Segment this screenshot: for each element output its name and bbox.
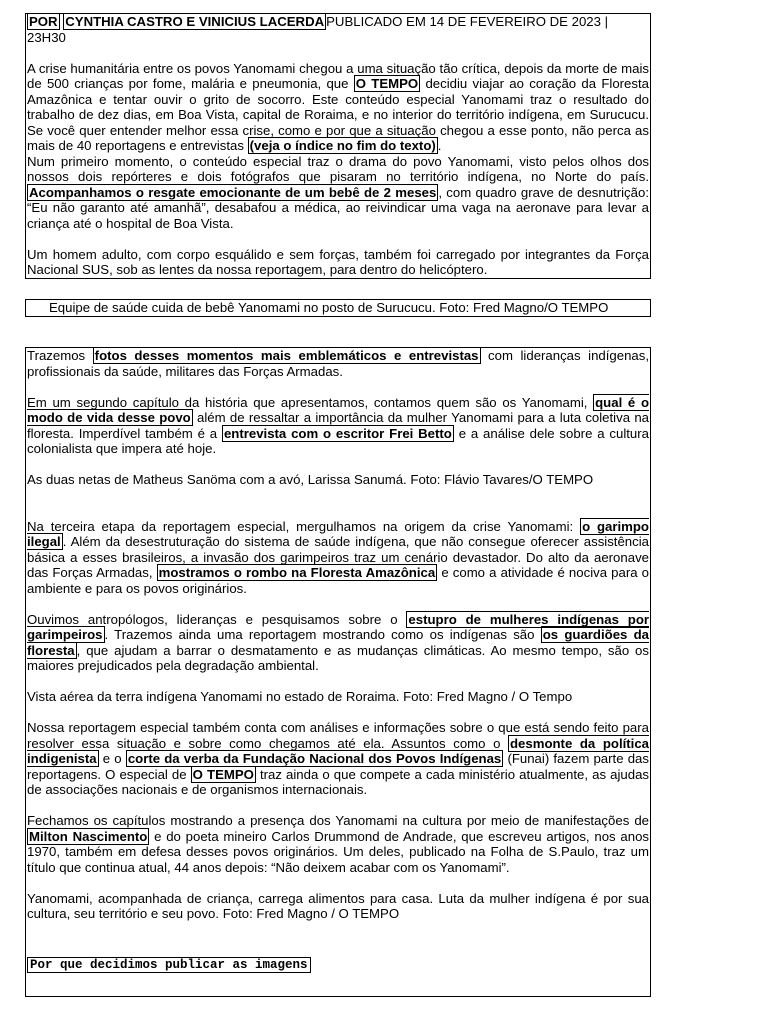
intro-paragraph-2: Num primeiro momento, o conteúdo especial traz o drama do povo Yanomami, visto pelos olhos dos nossos dois repórteres e dois fotógrafos que pisaram no território indígena, no Norte do país. Acompanhamos o resgate emocionante de um bebê de 2 meses , com quadro grave de desnutrição: “Eu não garanto até amanhã”, desabafou a médica, ao reivindicar uma vaga na aeronave para levar a criança até o hospital de Boa Vista. [27,153,649,231]
link-amazon-gap[interactable]: mostramos o rombo na Floresta Amazônica [158,565,436,580]
subheading-why-publish-images[interactable]: Por que decidimos publicar as imagens [27,957,311,973]
intro-paragraph-1: A crise humanitária entre os povos Yanomami chegou a uma situação tão crítica, depois da morte de mais de 500 crianças por fome, malária e pneumonia, que O TEMPO decidiu viajar ao coração da Floresta Amazônica e tentar ouvir o grito de socorro. Este conteúdo especial Yanomami traz o resultado do trabalho de dez dias, em Boa Vista, capital de Roraima, e no interior do território indígena, em Surucucu. Se você quer entender melhor essa crise, como e por que a situação chegou a esse ponto, não perca as mais de 40 reportagens e entrevistas (veja o índice no fim do texto) . [27,60,649,153]
intro-paragraph-3: Um homem adulto, com corpo esquálido e sem forças, também foi carregado por integrantes da Força Nacional SUS, sob as lentes da nossa reportagem, para dentro do helicóptero. [27,246,649,277]
subheading-container [27,956,649,974]
main-paragraph-1: Trazemos fotos desses momentos mais emblemáticos e entrevistas com lideranças indígenas, profissionais da saúde, militares das Forças Armadas. [27,348,650,379]
intro-block [25,13,651,279]
link-index[interactable]: (veja o índice no fim do texto) [249,138,436,153]
link-o-tempo[interactable]: O TEMPO [355,76,419,91]
main-paragraph-6: Fechamos os capítulos mostrando a presença dos Yanomami na cultura por meio de manifestações de Milton Nascimento e do poeta mineiro Carlos Drummond de Andrade, que escreveu artigos, nos anos 1970, também em defesa desses povos originários. Um deles, publicado na Folha de S.Paulo, traz um título que continua atual, 44 anos depois: “Não deixem acabar com os Yanomami”. [27,813,649,875]
photo-caption-3: Vista aérea da terra indígena Yanomami no estado de Roraima. Foto: Fred Magno / O Tempo [27,689,573,704]
photo-caption-4: Yanomami, acompanhada de criança, carrega alimentos para casa. Luta da mulher indígena é por sua cultura, seu território e seu povo. Foto: Fred Magno / O TEMPO [27,890,649,921]
byline-prefix[interactable]: POR [29,14,58,29]
photo-caption-1: Equipe de saúde cuida de bebê Yanomami no posto de Surucucu. Foto: Fred Magno/O TEMPO [25,299,651,317]
link-way-of-life[interactable]: qual é o modo de vida desse povo [27,394,650,425]
link-frei-betto[interactable]: entrevista com o escritor Frei Betto [223,425,452,441]
link-o-tempo-special[interactable]: O TEMPO [192,766,254,782]
main-block [25,347,651,997]
byline [27,14,649,45]
main-paragraph-3: Na terceira etapa da reportagem especial, mergulhamos na origem da crise Yanomami: o garimpo ilegal . Além da desestruturação do sistema de saúde indígena, que não consegue oferecer assistência básica a esses brasileiros, a invasão dos garimpeiros traz um cenário devastador. Do alto da aeronave das Forças Armadas, mostramos o rombo na Floresta Amazônica e como a atividade é nociva para o ambiente e para os povos originários. [27,518,650,596]
main-paragraph-2: Em um segundo capítulo da história que apresentamos, contamos quem são os Yanomami, qual é o modo de vida desse povo além de ressaltar a importância da mulher Yanomami para a luta coletiva na floresta. Imperdível também é a entrevista com o escritor Frei Betto e a análise dele sobre a cultura colonialista que impera até hoje. [27,394,650,456]
byline-authors[interactable]: CYNTHIA CASTRO E VINICIUS LACERDA [65,14,325,29]
link-milton-nascimento[interactable]: Milton Nascimento [29,828,148,844]
link-rape-indigenous-women[interactable]: estupro de mulheres indígenas por garimpeiros [27,611,650,642]
main-paragraph-5: Nossa reportagem especial também conta com análises e informações sobre o que está sendo feito para resolver essa situação e sobre como chegamos até ela. Assuntos como o desmonte da política indigenista e o corte da verba da Fundação Nacional dos Povos Indígenas (Funai) fazem parte das reportagens. O especial de O TEMPO traz ainda o que compete a cada ministério atualmente, as ajudas de associações nacionais e de organismos internacionais. [27,720,650,797]
main-paragraph-4: Ouvimos antropólogos, lideranças e pesquisamos sobre o estupro de mulheres indígenas por garimpeiros . Trazemos ainda uma reportagem mostrando como os indígenas são os guardiões da floresta , que ajudam a barrar o desmatamento e as mudanças climáticas. Ao mesmo tempo, são os maiores prejudicados pela degradação ambiental. [27,611,650,673]
link-indigenist-policy[interactable]: desmonte da política indigenista [27,735,650,766]
link-illegal-mining[interactable]: o garimpo ilegal [27,518,649,549]
link-forest-guardians[interactable]: os guardiões da floresta [27,627,649,658]
link-funai-budget-cut[interactable]: corte da verba da Fundação Nacional dos Povos Indígenas [127,751,502,766]
link-rescue-baby[interactable]: Acompanhamos o resgate emocionante de um bebê de 2 meses [29,184,437,200]
published-date: PUBLICADO EM 14 DE FEVEREIRO DE 2023 | 23H30 [27,14,609,45]
photo-caption-2: As duas netas de Matheus Sanöma com a avó, Larissa Sanumá. Foto: Flávio Tavares/O TEMPO [27,472,594,487]
link-photos-interviews[interactable]: fotos desses momentos mais emblemáticos e entrevistas [94,348,479,363]
